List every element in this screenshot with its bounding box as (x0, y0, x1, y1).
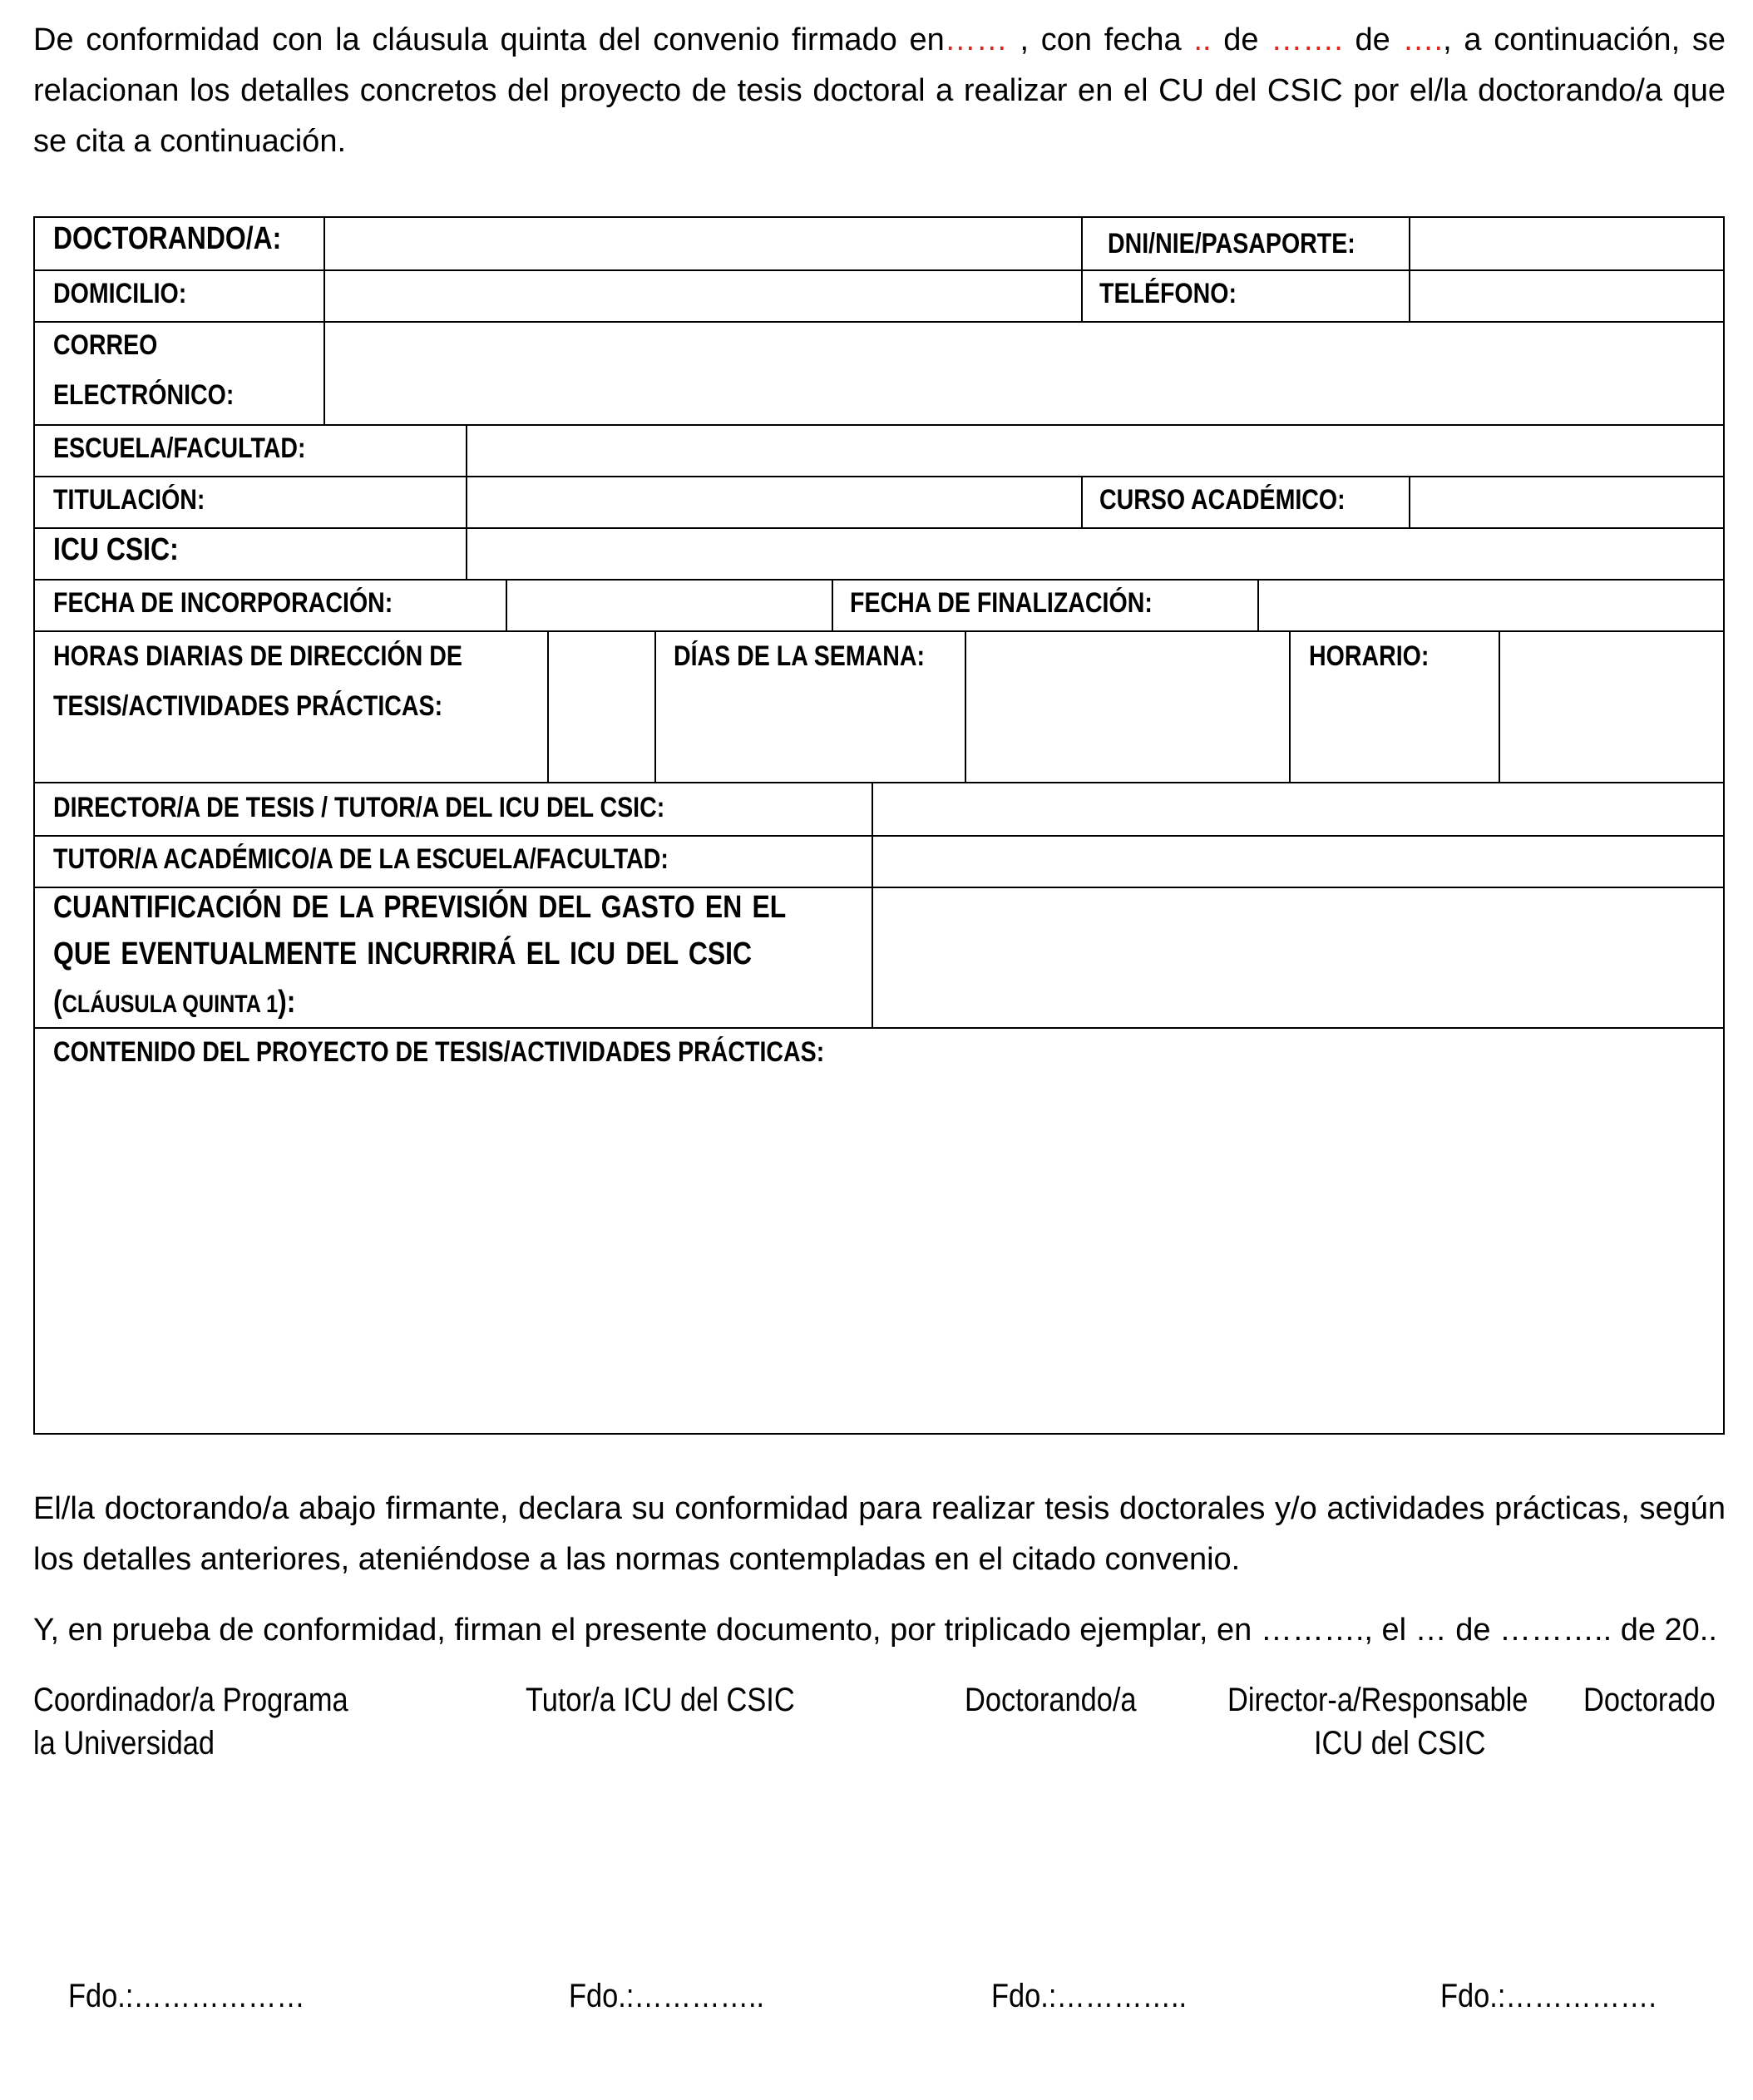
col-line (506, 579, 507, 630)
cuantificacion-field[interactable] (874, 888, 1722, 1027)
sig-doctorado: Doctorado (1583, 1682, 1716, 1718)
label-cuantificacion-2: QUE EVENTUALMENTE INCURRIRÁ EL ICU DEL CSIC (53, 936, 753, 971)
label-correo-1: CORREO (53, 329, 158, 361)
label-correo-2: ELECTRÓNICO: (53, 379, 235, 411)
horario-field[interactable] (1501, 632, 1722, 782)
label-horario: HORARIO: (1309, 640, 1430, 672)
col-line (1257, 579, 1259, 630)
blank-month[interactable]: ……. (1271, 22, 1343, 57)
fecha-finalizacion-field[interactable] (1260, 581, 1722, 630)
col-line (654, 630, 656, 782)
label-cuantificacion-1: CUANTIFICACIÓN DE LA PREVISIÓN DEL GASTO EN EL (53, 890, 787, 925)
fdo-director[interactable]: Fdo.:……………. (1440, 1978, 1657, 2014)
row-line (33, 1027, 1725, 1029)
label-telefono: TELÉFONO: (1099, 278, 1237, 309)
label-domicilio: DOMICILIO: (53, 278, 187, 309)
col-line (1289, 630, 1291, 782)
col-line (466, 424, 467, 579)
label-titulacion: TITULACIÓN: (53, 484, 205, 516)
titulacion-field[interactable] (468, 477, 1080, 527)
label-icu: ICU CSIC: (53, 532, 179, 567)
label-director: DIRECTOR/A DE TESIS / TUTOR/A DEL ICU DEL CSIC: (53, 792, 665, 823)
sig-doctorando: Doctorando/a (965, 1682, 1137, 1718)
declaration-paragraph: El/la doctorando/a abajo firmante, declara su conformidad para realizar tesis doctorales y/o actividades prácticas, según los detalles anteriores, ateniéndose a las normas contempladas en el citado convenio. (33, 1491, 1726, 1577)
curso-field[interactable] (1411, 477, 1722, 527)
intro-paragraph (33, 15, 1726, 167)
intro-text-5: , a continuación, se relacionan los detalles concretos del proyecto de tesis doctoral a realizar en el CU del CSIC por el/la doctorando/a que se cita a continuación. (33, 22, 1726, 159)
dni-field[interactable] (1411, 218, 1722, 269)
col-line (965, 630, 966, 782)
label-escuela: ESCUELA/FACULTAD: (53, 432, 306, 464)
label-horas-1: HORAS DIARIAS DE DIRECCIÓN DE (53, 640, 462, 672)
blank-day[interactable]: .. (1193, 22, 1212, 57)
sig-tutor-icu: Tutor/a ICU del CSIC (526, 1682, 795, 1718)
domicilio-field[interactable] (326, 271, 1080, 321)
table-border-right (1723, 216, 1725, 1435)
escuela-field[interactable] (468, 426, 1722, 476)
intro-text-2: , con fecha (1007, 22, 1194, 57)
dias-field[interactable] (967, 632, 1288, 782)
intro-text-3: de (1211, 22, 1272, 57)
horas-field[interactable] (550, 632, 654, 782)
blank-year[interactable]: …. (1402, 22, 1444, 57)
icu-field[interactable] (468, 529, 1722, 579)
col-line (832, 579, 833, 630)
correo-field[interactable] (326, 323, 1722, 424)
tutor-academico-field[interactable] (874, 837, 1722, 887)
col-line (547, 630, 549, 782)
label-cuantificacion-3 (53, 985, 295, 1020)
sig-director-1: Director-a/Responsable (1227, 1682, 1528, 1718)
contenido-field[interactable] (35, 1081, 1722, 1432)
label-dni: DNI/NIE/PASAPORTE: (1108, 228, 1355, 259)
col-line (1409, 216, 1410, 321)
sig-coordinador-1: Coordinador/a Programa (33, 1682, 348, 1718)
clausula-ref: CLÁUSULA QUINTA 1 (62, 991, 279, 1018)
sig-coordinador-2: la Universidad (33, 1725, 215, 1762)
blank-place[interactable]: …… (944, 22, 1008, 57)
col-line (1081, 476, 1083, 527)
col-line (323, 216, 325, 424)
label-fecha-finalizacion: FECHA DE FINALIZACIÓN: (850, 587, 1153, 619)
col-line (872, 782, 873, 1027)
label-tutor-academico: TUTOR/A ACADÉMICO/A DE LA ESCUELA/FACULTAD: (53, 843, 669, 875)
fdo-doctorando[interactable]: Fdo.:………….. (991, 1978, 1188, 2014)
fdo-tutor-icu[interactable]: Fdo.:………….. (569, 1978, 765, 2014)
col-line (1409, 476, 1410, 527)
label-horas-2: TESIS/ACTIVIDADES PRÁCTICAS: (53, 690, 443, 722)
fecha-incorporacion-field[interactable] (508, 581, 831, 630)
paren-open: ( (53, 985, 62, 1020)
label-fecha-incorporacion: FECHA DE INCORPORACIÓN: (53, 587, 393, 619)
label-doctorando: DOCTORANDO/A: (53, 221, 282, 256)
doctorando-field[interactable] (326, 218, 1080, 269)
col-line (1081, 216, 1083, 321)
row-line (33, 630, 1725, 632)
sig-director-2: ICU del CSIC (1314, 1725, 1486, 1762)
col-line (1499, 630, 1500, 782)
label-curso: CURSO ACADÉMICO: (1099, 484, 1346, 516)
paren-close: ): (278, 985, 296, 1020)
intro-text-4: de (1342, 22, 1403, 57)
label-dias: DÍAS DE LA SEMANA: (674, 640, 926, 672)
intro-text-1: De conformidad con la cláusula quinta del convenio firmado en (33, 22, 945, 57)
label-contenido: CONTENIDO DEL PROYECTO DE TESIS/ACTIVIDADES PRÁCTICAS: (53, 1036, 825, 1068)
fdo-coordinador[interactable]: Fdo.:……………… (68, 1978, 305, 2014)
proof-paragraph: Y, en prueba de conformidad, firman el presente documento, por triplicado ejemplar, en ………., el … de ……….. de 20.. (33, 1613, 1717, 1648)
telefono-field[interactable] (1411, 271, 1722, 321)
director-field[interactable] (874, 783, 1722, 835)
table-border-bottom (33, 1433, 1725, 1435)
